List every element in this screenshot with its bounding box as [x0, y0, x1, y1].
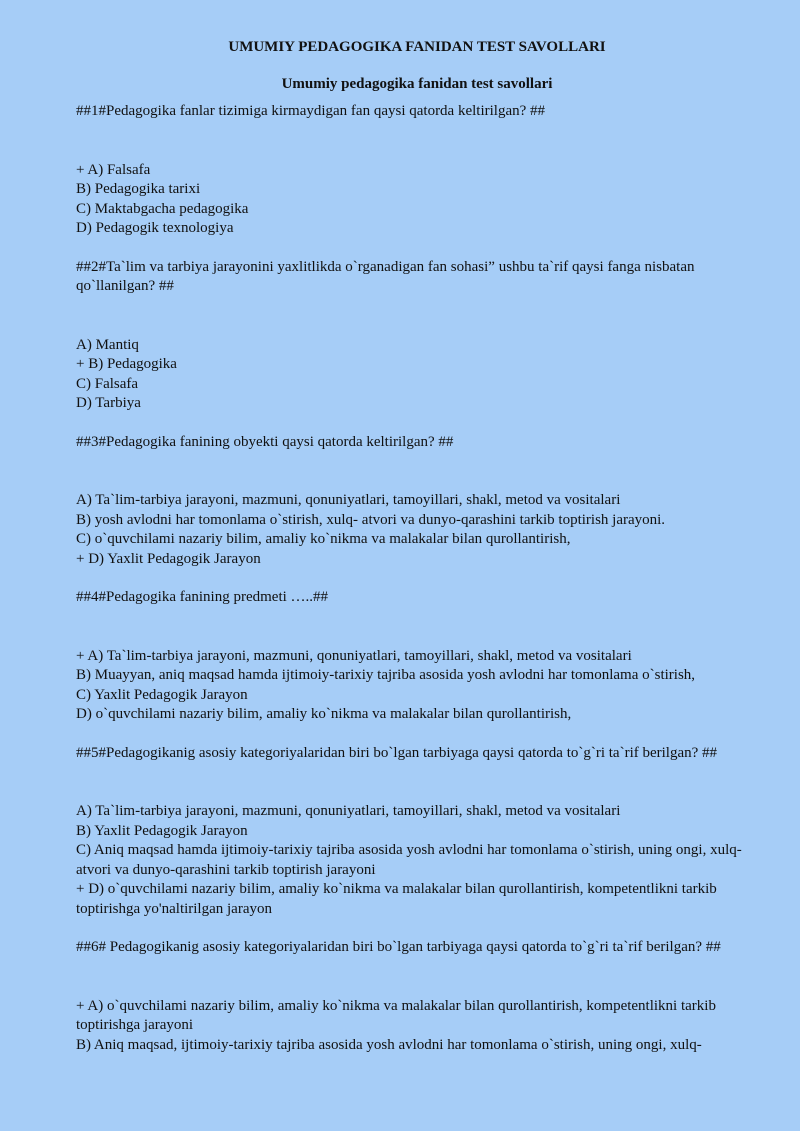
answer-option: A) Ta`lim-tarbiya jarayoni, mazmuni, qonuniyatlari, tamoyillari, shakl, metod va vositalari: [76, 803, 621, 819]
question-text: ##3#Pedagogika fanining obyekti qaysi qatorda keltirilgan? ##: [76, 433, 454, 450]
answer-option: C) Yaxlit Pedagogik Jarayon: [76, 686, 248, 703]
answer-option: C) Falsafa: [76, 375, 139, 392]
question-text: ##6# Pedagogikanig asosiy kategoriyalaridan biri bo`lgan tarbiyaga qaysi qatorda to`g`ri ta`rif berilgan? ##: [76, 939, 721, 955]
answer-option: + D) o`quvchilami nazariy bilim, amaliy ko`nikma va malakalar bilan qurollantirish, kompetentlikni tarkib toptirishga yo'naltirilgan jarayon: [76, 881, 717, 917]
answer-option: B) Aniq maqsad, ijtimoiy-tarixiy tajriba asosida yosh avlodni har tomonlama o`stirish, uning ongi, xulq-: [76, 1036, 702, 1053]
answer-option: A) Ta`lim-tarbiya jarayoni, mazmuni, qonuniyatlari, tamoyillari, shakl, metod va vositalari: [76, 492, 621, 508]
answer-option: + D) Yaxlit Pedagogik Jarayon: [76, 550, 261, 567]
answer-option: C) Maktabgacha pedagogika: [76, 200, 249, 217]
question-text: ##5#Pedagogikanig asosiy kategoriyalaridan biri bo`lgan tarbiyaga qaysi qatorda to`g`ri ta`rif berilgan? ##: [76, 744, 718, 761]
question-2: [76, 258, 758, 414]
answer-option: C) o`quvchilami nazariy bilim, amaliy ko`nikma va malakalar bilan qurollantirish,: [76, 531, 571, 547]
answer-option: + B) Pedagogika: [76, 356, 177, 372]
question-text: ##4#Pedagogika fanining predmeti …..##: [76, 589, 329, 605]
answer-option: C) Aniq maqsad hamda ijtimoiy-tarixiy tajriba asosida yosh avlodni har tomonlama o`stirish, uning ongi, xulq- atvori va dunyo-qarashini tarkib toptirish jarayoni: [76, 842, 742, 878]
answer-option: B) Pedagogika tarixi: [76, 181, 201, 197]
document-title: UMUMIY PEDAGOGIKA FANIDAN TEST SAVOLLARI: [228, 39, 606, 55]
answer-option: B) yosh avlodni har tomonlama o`stirish, xulq- atvori va dunyo-qarashini tarkib toptirish jarayoni.: [76, 511, 666, 528]
question-6: [76, 938, 758, 1055]
document-subtitle: Umumiy pedagogika fanidan test savollari: [281, 76, 553, 92]
answer-option: + A) Ta`lim-tarbiya jarayoni, mazmuni, qonuniyatlari, tamoyillari, shakl, metod va vositalari: [76, 647, 632, 664]
answer-option: D) o`quvchilami nazariy bilim, amaliy ko`nikma va malakalar bilan qurollantirish,: [76, 706, 572, 722]
answer-option: D) Pedagogik texnologiya: [76, 220, 234, 236]
answer-option: B) Muayyan, aniq maqsad hamda ijtimoiy-tarixiy tajriba asosida yosh avlodni har tomonlama o`stirish,: [76, 667, 696, 683]
answer-option: A) Mantiq: [76, 336, 139, 353]
answer-option: D) Tarbiya: [76, 395, 141, 411]
question-3: [76, 433, 758, 570]
question-5: [76, 744, 758, 920]
answer-option: B) Yaxlit Pedagogik Jarayon: [76, 822, 248, 839]
answer-option: + A) o`quvchilami nazariy bilim, amaliy ko`nikma va malakalar bilan qurollantirish, kompetentlikni tarkib toptirishga jarayoni: [76, 997, 716, 1033]
question-4: [76, 588, 758, 725]
question-1: [76, 102, 758, 239]
answer-option: + A) Falsafa: [76, 161, 151, 178]
question-text: ##1#Pedagogika fanlar tizimiga kirmaydigan fan qaysi qatorda keltirilgan? ##: [76, 103, 546, 119]
question-text: ##2#Ta`lim va tarbiya jarayonini yaxlitlikda o`rganadigan fan sohasi” ushbu ta`rif qaysi fanga nisbatan qo`llanilgan? ##: [76, 258, 695, 294]
